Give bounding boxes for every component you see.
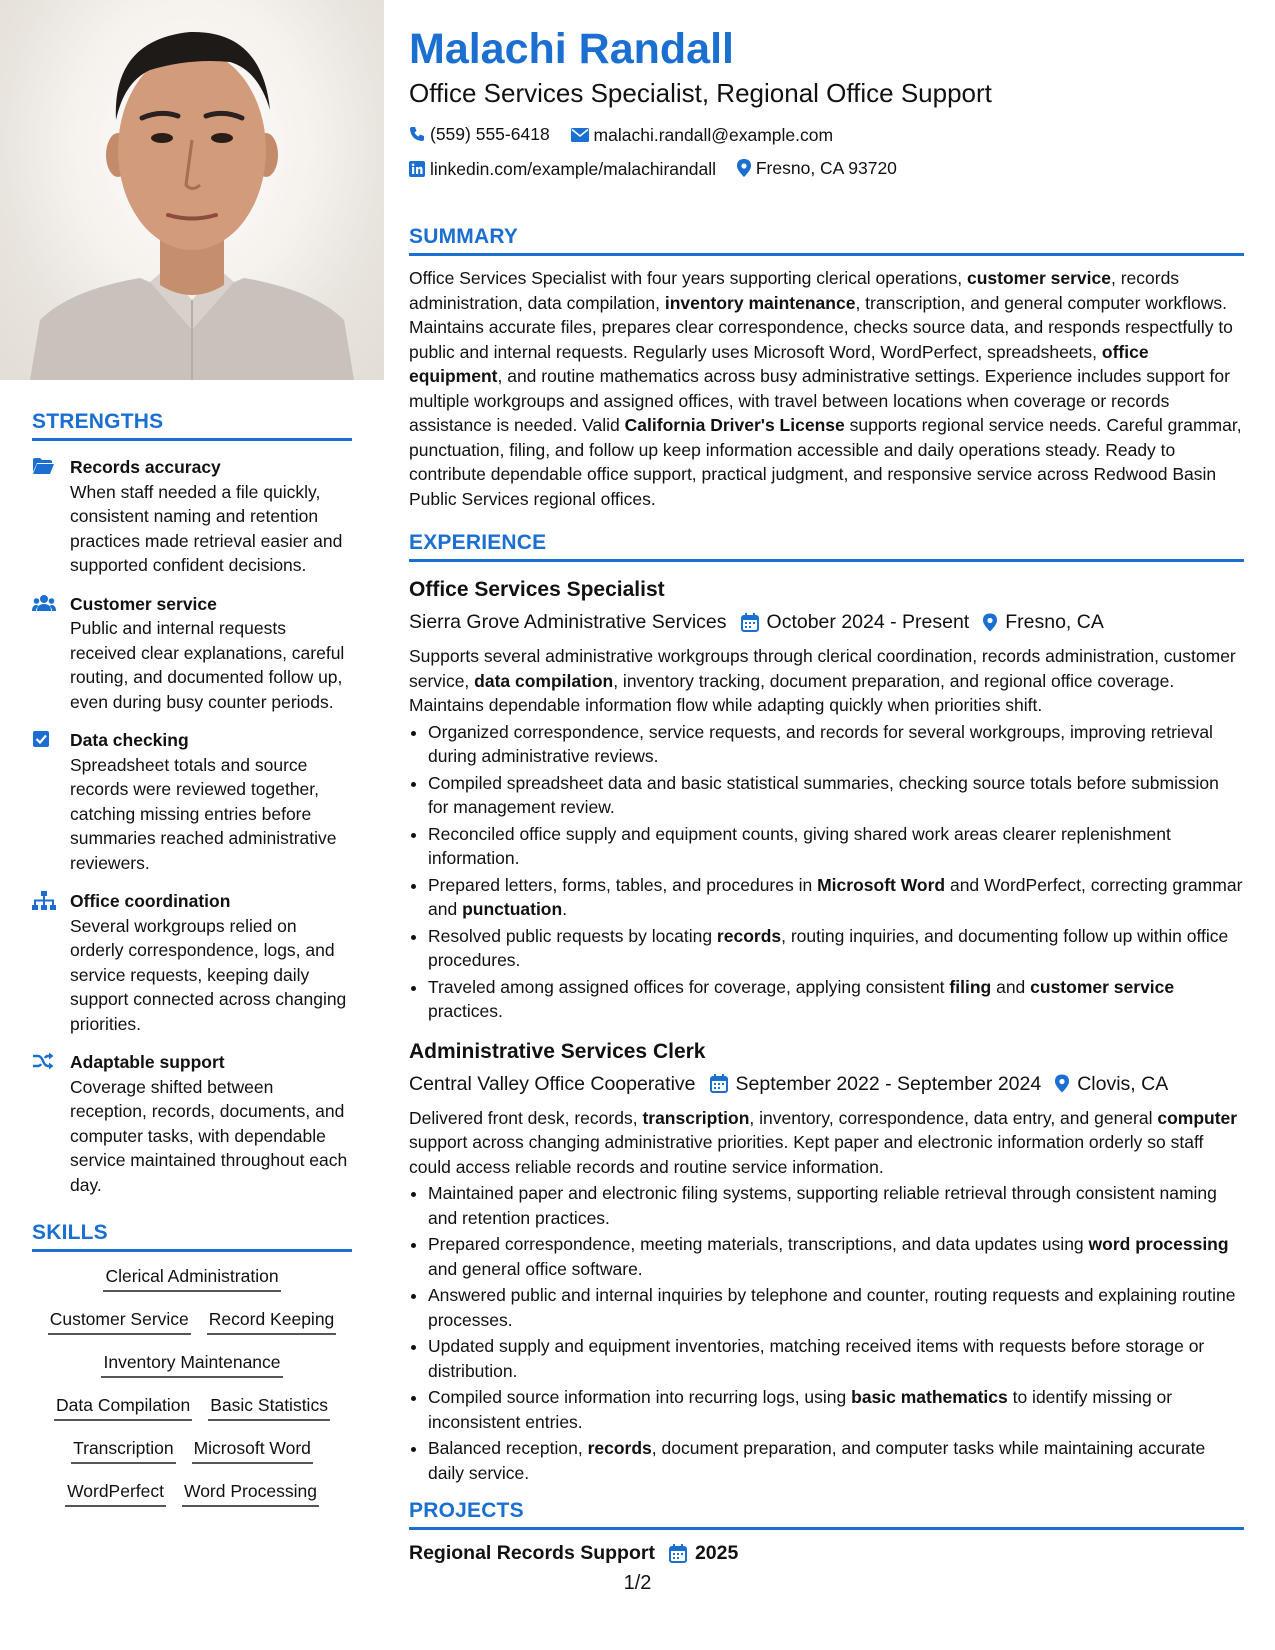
strength-title: Office coordination xyxy=(70,891,231,911)
strength-item xyxy=(32,889,352,1036)
bold-keyword: customer service xyxy=(1030,976,1175,997)
portrait-illustration xyxy=(0,0,384,380)
profile-photo xyxy=(0,0,384,380)
skills-list xyxy=(32,1266,352,1507)
calendar-icon xyxy=(669,1544,687,1563)
skill-tag: Basic Statistics xyxy=(208,1395,330,1421)
text-run: Prepared correspondence, meeting materials, transcriptions, and data updates using xyxy=(428,1234,1089,1254)
bullet-item xyxy=(428,975,1244,1024)
bold-keyword: word processing xyxy=(1088,1234,1229,1254)
text-run: Compiled source information into recurring logs, using xyxy=(428,1387,852,1407)
text-run: supports regional service needs. Careful grammar, punctuation, filing, and follow up keep information accessible and daily operations steady. Ready to contribute dependable office support, practical judgment, and responsive service across Redwood Basin Public Services regional offices. xyxy=(409,415,1242,509)
bold-keyword: records xyxy=(716,925,782,946)
skill-tag: Transcription xyxy=(71,1438,176,1464)
location-text: Fresno, CA 93720 xyxy=(755,158,897,178)
linkedin-icon xyxy=(409,161,425,177)
candidate-name: Malachi Randall xyxy=(409,25,734,73)
strength-item xyxy=(32,1050,352,1197)
text-run: Reconciled office supply and equipment counts, giving shared work areas clearer replenishment information. xyxy=(428,823,1171,868)
job-meta xyxy=(409,1070,1244,1098)
folder-open-icon xyxy=(32,455,70,578)
bold-keyword: California Driver's License xyxy=(624,415,845,435)
bullet-item xyxy=(428,1436,1244,1485)
job-dates: October 2024 - Present xyxy=(766,611,970,633)
strength-text: When staff needed a file quickly, consistent naming and retention practices made retrieval easier and supported confident decisions. xyxy=(70,481,343,575)
bold-keyword: Microsoft Word xyxy=(817,874,946,895)
bullet-item xyxy=(428,1181,1244,1230)
strength-title: Adaptable support xyxy=(70,1052,225,1072)
bold-keyword: customer service xyxy=(966,268,1111,288)
strength-text: Spreadsheet totals and source records were reviewed together, catching missing entries before summaries reached administrative reviewers. xyxy=(70,754,337,873)
strengths-heading: STRENGTHS xyxy=(32,410,352,441)
bullet-item xyxy=(428,1385,1244,1434)
text-run: Supports several administrative workgroups through clerical coordination, records administration, customer service, xyxy=(409,646,1236,691)
email-text: malachi.randall@example.com xyxy=(593,125,834,145)
text-run: Resolved public requests by locating xyxy=(428,925,717,946)
job-title: Office Services Specialist xyxy=(409,578,665,601)
project-entry xyxy=(409,1542,1244,1565)
text-run: Compiled spreadsheet data and basic statistical summaries, checking source totals before submission for management review. xyxy=(428,772,1219,817)
map-pin-icon xyxy=(1055,1074,1069,1093)
checkbox-icon xyxy=(32,728,70,875)
main-content xyxy=(409,24,1244,1565)
skill-tag: Customer Service xyxy=(48,1309,191,1335)
skill-tag: Record Keeping xyxy=(207,1309,337,1335)
strength-text: Public and internal requests received clear explanations, careful routing, and documented follow up, even during busy counter periods. xyxy=(70,618,345,712)
text-run: . xyxy=(562,899,568,919)
phone-icon xyxy=(409,126,425,142)
project-title: Regional Records Support xyxy=(409,1542,655,1564)
bullet-item xyxy=(428,924,1244,973)
job-dates: September 2022 - September 2024 xyxy=(735,1072,1042,1095)
calendar-icon xyxy=(741,613,759,632)
job-location: Fresno, CA xyxy=(1005,611,1104,633)
map-pin-icon xyxy=(737,159,751,177)
job-entry xyxy=(409,576,1244,1024)
strength-title: Records accuracy xyxy=(70,457,221,477)
calendar-icon xyxy=(710,1074,728,1093)
bold-keyword: computer xyxy=(1157,1107,1238,1128)
text-run: practices. xyxy=(428,1001,503,1021)
projects-section xyxy=(409,1499,1244,1565)
text-run: and general office software. xyxy=(428,1258,643,1279)
strength-item xyxy=(32,592,352,715)
text-run: , inventory tracking, document preparation, and regional office coverage. Maintains dependable information flow while adapting quickly when priorities shift. xyxy=(409,670,1175,715)
company-name: Sierra Grove Administrative Services xyxy=(409,611,727,633)
skill-tag: Microsoft Word xyxy=(192,1438,313,1464)
bullet-item xyxy=(428,1283,1244,1332)
headline: Office Services Specialist, Regional Office Support xyxy=(409,78,992,108)
bold-keyword: data compilation xyxy=(474,670,614,691)
skill-tag: Clerical Administration xyxy=(103,1266,280,1292)
skills-heading: SKILLS xyxy=(32,1221,352,1252)
phone-text: (559) 555-6418 xyxy=(430,124,550,144)
shuffle-icon xyxy=(32,1050,70,1197)
text-run: Prepared letters, forms, tables, and procedures in xyxy=(428,874,818,895)
text-run: Balanced reception, xyxy=(428,1438,588,1458)
bold-keyword: filing xyxy=(949,976,992,997)
job-bullets xyxy=(409,720,1244,1024)
phone-contact[interactable] xyxy=(409,118,550,150)
bullet-item xyxy=(428,1334,1244,1383)
company-name: Central Valley Office Cooperative xyxy=(409,1072,696,1095)
strength-title: Data checking xyxy=(70,730,189,750)
text-run: , document preparation, and computer tasks while maintaining accurate daily service. xyxy=(428,1438,1206,1483)
skill-tag: WordPerfect xyxy=(65,1481,166,1507)
strength-item xyxy=(32,455,352,578)
linkedin-contact[interactable] xyxy=(409,153,716,185)
strength-item xyxy=(32,728,352,875)
strength-text: Coverage shifted between reception, records, documents, and computer tasks, with dependable service maintained throughout each day. xyxy=(70,1076,348,1195)
experience-section xyxy=(409,531,1244,1485)
skill-tag: Word Processing xyxy=(182,1481,319,1507)
text-run: , and routine mathematics across busy administrative settings. Experience includes support for multiple workgroups and assigned offices, with travel between locations when coverage or records assistance is needed. Valid xyxy=(409,366,1230,435)
bold-keyword: inventory maintenance xyxy=(664,292,856,313)
job-description xyxy=(409,644,1244,718)
text-run: support across changing administrative priorities. Kept paper and electronic information orderly so staff could access reliable records and routine service information. xyxy=(409,1132,1204,1177)
bold-keyword: office equipment xyxy=(409,341,1149,386)
text-run: Updated supply and equipment inventories, matching received items with requests before storage or distribution. xyxy=(428,1336,1205,1381)
linkedin-text: linkedin.com/example/malachirandall xyxy=(430,159,716,179)
text-run: , inventory, correspondence, data entry, and general xyxy=(749,1107,1158,1128)
skill-tag: Data Compilation xyxy=(54,1395,192,1421)
location-contact xyxy=(737,152,897,184)
text-run: Delivered front desk, records, xyxy=(409,1107,643,1128)
bullet-item xyxy=(428,822,1244,871)
text-run: Office Services Specialist with four years supporting clerical operations, xyxy=(409,268,967,288)
job-description xyxy=(409,1106,1244,1180)
projects-heading: PROJECTS xyxy=(409,1499,1244,1530)
text-run: to identify missing or inconsistent entries. xyxy=(428,1387,1173,1432)
sidebar xyxy=(0,0,384,1650)
map-pin-icon xyxy=(983,613,997,632)
bullet-item xyxy=(428,873,1244,922)
summary-text xyxy=(409,266,1244,511)
job-bullets xyxy=(409,1181,1244,1485)
experience-heading: EXPERIENCE xyxy=(409,531,1244,562)
text-run: Traveled among assigned offices for coverage, applying consistent xyxy=(428,976,950,997)
summary-heading: SUMMARY xyxy=(409,225,1244,256)
text-run: and WordPerfect, correcting grammar and xyxy=(428,874,1243,919)
text-run: and xyxy=(991,976,1031,997)
text-run: , transcription, and general computer workflows. Maintains accurate files, prepares clear correspondence, checks source data, and responds respectfully to public and internal requests. Regularly uses Microsoft Word, WordPerfect, spreadsheets, xyxy=(409,292,1233,362)
job-entry xyxy=(409,1038,1244,1486)
org-chart-icon xyxy=(32,889,70,1036)
envelope-icon xyxy=(571,128,589,142)
bold-keyword: basic mathematics xyxy=(851,1387,1008,1407)
job-location: Clovis, CA xyxy=(1077,1072,1169,1095)
summary-section xyxy=(409,225,1244,511)
bullet-item xyxy=(428,771,1244,820)
text-run: Answered public and internal inquiries by telephone and counter, routing requests and explaining routine processes. xyxy=(428,1285,1236,1330)
bullet-item xyxy=(428,1232,1244,1281)
job-title: Administrative Services Clerk xyxy=(409,1039,706,1063)
contact-info xyxy=(409,118,1244,187)
strength-text: Several workgroups relied on orderly correspondence, logs, and service requests, keeping daily support connected across changing priorities. xyxy=(70,915,347,1034)
text-run: , routing inquiries, and documenting follow up within office procedures. xyxy=(428,925,1229,970)
page-number: 1/2 xyxy=(623,1572,652,1594)
bold-keyword: records xyxy=(587,1438,652,1458)
bold-keyword: transcription xyxy=(642,1107,750,1128)
bullet-item xyxy=(428,720,1244,769)
text-run: Organized correspondence, service requests, and records for several workgroups, improving retrieval during administrative reviews. xyxy=(428,721,1213,766)
job-meta xyxy=(409,608,1244,636)
skill-tag: Inventory Maintenance xyxy=(101,1352,282,1378)
users-icon xyxy=(32,592,70,715)
text-run: , records administration, data compilation, xyxy=(409,268,1180,313)
text-run: Maintained paper and electronic filing systems, supporting reliable retrieval through consistent naming and retention practices. xyxy=(428,1183,1217,1228)
bold-keyword: punctuation xyxy=(462,899,563,919)
strength-title: Customer service xyxy=(70,593,217,614)
project-year: 2025 xyxy=(694,1542,739,1564)
email-contact[interactable] xyxy=(571,119,834,151)
